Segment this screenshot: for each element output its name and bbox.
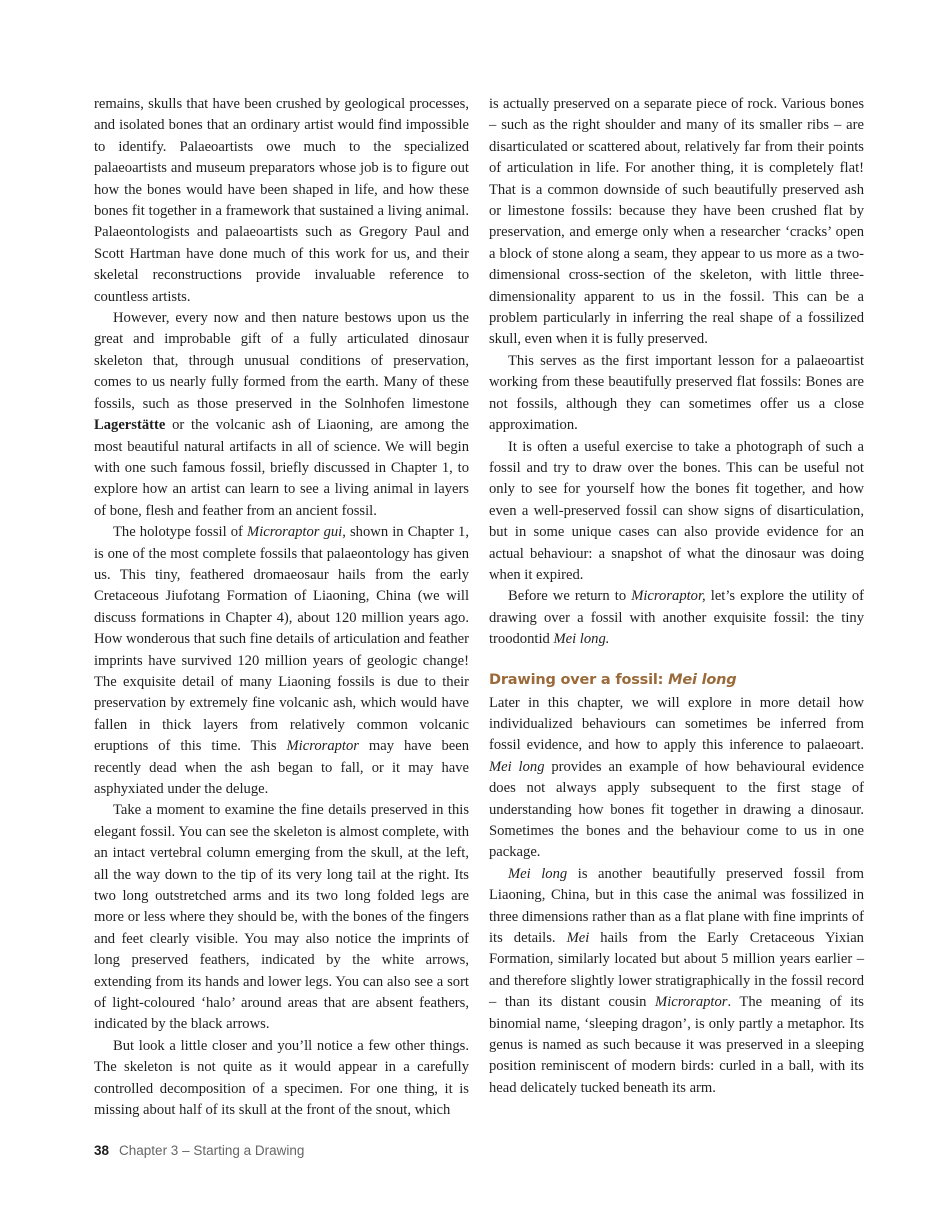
genus-name: Mei	[566, 930, 590, 947]
genus-name: Microraptor,	[631, 588, 706, 605]
paragraph: Later in this chapter, we will explore in more detail how individualized behaviours can sometimes be inferred from fossil evidence, and how to apply this inference to palaeoart. Mei long provides an example of how behavioural evidence does not always apply subsequent to the first stage of understanding how bones fit together in drawing a dinosaur. Sometimes the bones and the behaviour come to us in one package.	[489, 694, 864, 861]
paragraph: Before we return to Microraptor, let’s explore the utility of drawing over a fossil with another exquisite fossil: the tiny troodontid Mei long.	[489, 588, 864, 648]
page-footer	[94, 1143, 304, 1158]
running-chapter-title: Chapter 3 – Starting a Drawing	[119, 1143, 305, 1158]
species-name: Mei long	[489, 758, 545, 775]
paragraph: Mei long is another beautifully preserved fossil from Liaoning, China, but in this case the animal was fossilized in three dimensions rather than as a flat plane with fine imprints of its details. Mei hails from the Early Cretaceous Yixian Formation, similarly located but about 5 million years earlier – and therefore slightly lower stratigraphically in the fossil record – than its distant cousin Microraptor. The meaning of its binomial name, ‘sleeping dragon’, is only partly a metaphor. Its genus is named as such because it was preserved in a sleeping position reminiscent of modern birds: curled in a ball, with its head delicately tucked beneath its arm.	[489, 865, 864, 1096]
paragraph: The holotype fossil of Microraptor gui, shown in Chapter 1, is one of the most complete fossils that palaeontology has given us. This tiny, feathered dromaeosaur hails from the early Cretaceous Jiufotang Formation of Liaoning, China (we will discuss formations in Chapter 4), about 120 million years ago. How wonderous that such fine details of articulation and feather imprints have survived 120 million years of geologic change! The exquisite detail of many Liaoning fossils is due to their preservation by extremely fine volcanic ash, which would have fallen in thick layers from relatively common volcanic eruptions of this time. This Microraptor may have been recently dead when the ash began to fall, or it may have asphyxiated under the deluge.	[94, 524, 469, 797]
right-column	[489, 94, 864, 1099]
genus-name: Microraptor	[286, 738, 359, 755]
species-name: Mei long	[508, 865, 568, 882]
paragraph: Take a moment to examine the fine details preserved in this elegant fossil. You can see the skeleton is almost complete, with an intact vertebral column emerging from the skull, at the left, all the way down to the tip of its very long tail at the right. Its two long outstretched arms and its two long folded legs are more or less where they should be, with the bones of the fingers and feet clearly visible. You may also notice the imprints of long preserved feathers, indicated by the white arrows, extending from its hands and lower legs. You can also see a sort of light-coloured ‘halo’ around areas that are absent feathers, indicated by the black arrows.	[94, 802, 469, 1033]
paragraph: It is often a useful exercise to take a photograph of such a fossil and try to draw over the bones. This can be useful not only to see for yourself how the bones fit together, and how even a well-preserved fossil can show signs of disarticulation, but in some unique cases can also provide evidence for an actual behaviour: a snapshot of what the dinosaur was doing when it expired.	[489, 438, 864, 583]
species-name: Microraptor gui	[247, 524, 343, 541]
left-column	[94, 94, 469, 1122]
genus-name: Microraptor	[655, 994, 728, 1011]
paragraph: However, every now and then nature bestows upon us the great and improbable gift of a fully articulated dinosaur skeleton that, through unusual conditions of preservation, comes to us nearly fully formed from the earth. Many of these fossils, such as those preserved in the Solnhofen limestone Lagerstätte or the volcanic ash of Liaoning, are among the most beautiful natural artifacts in all of science. We will begin with one such famous fossil, briefly discussed in Chapter 1, to explore how an artist can learn to see a living animal in layers of bone, flesh and feather from an ancient fossil.	[94, 310, 469, 519]
term-lagerstatte: Lagerstätte	[94, 417, 166, 434]
page-number: 38	[94, 1143, 110, 1158]
species-name: Mei long.	[553, 631, 610, 648]
paragraph: But look a little closer and you’ll notice a few other things. The skeleton is not quite as it would appear in a carefully controlled decomposition of a specimen. For one thing, it is missing about half of its skull at the front of the snout, which	[94, 1037, 469, 1119]
paragraph: is actually preserved on a separate piece of rock. Various bones – such as the right shoulder and many of its smaller ribs – are disarticulated or scattered about, relatively far from their points of articulation in life. For another thing, it is completely flat! That is a common downside of such beautifully preserved ash or limestone fossils: because they have been crushed flat by preservation, and emerge only when a researcher ‘cracks’ open a block of stone along a seam, they appear to us more as a two-dimensional cross-section of the skeleton, with little three-dimensionality apparent to us in the fossil. This can be a problem particularly in inferring the real shape of a fossilized skull, even when it is fully preserved.	[489, 96, 864, 348]
section-heading: Drawing over a fossil: Mei long	[489, 671, 737, 688]
paragraph: This serves as the first important lesson for a palaeoartist working from these beautifully preserved flat fossils: Bones are not fossils, although they can sometimes offer us a close approximation.	[489, 352, 864, 434]
paragraph: remains, skulls that have been crushed by geological processes, and isolated bones that an ordinary artist would find impossible to identify. Palaeoartists owe much to the specialized palaeoartists and museum preparators whose job is to figure out how the bones would have been shaped in life, and how these bones fit together in a framework that sustained a living animal. Palaeontologists and palaeoartists such as Gregory Paul and Scott Hartman have done much of this work for us, and their skeletal reconstructions provide invaluable reference to countless artists.	[94, 96, 469, 305]
